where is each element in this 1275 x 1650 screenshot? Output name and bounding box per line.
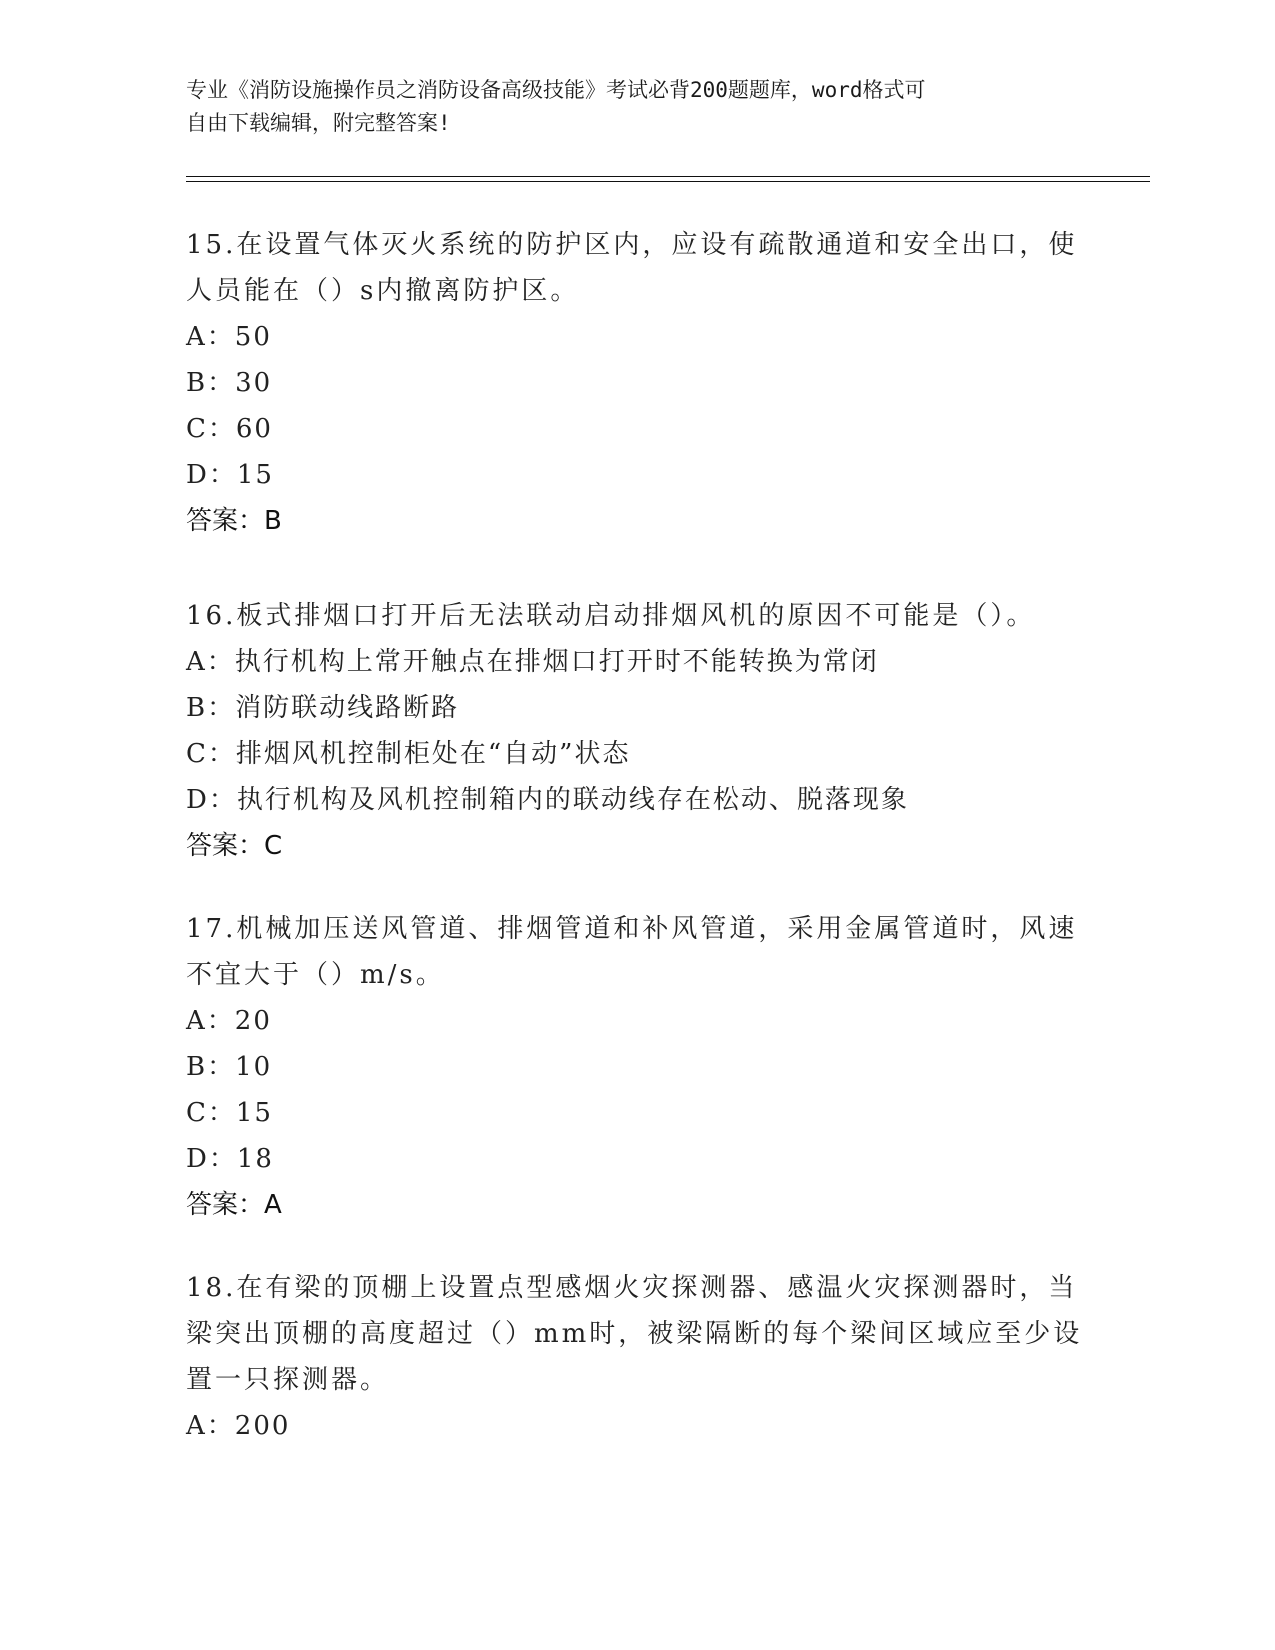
option-c: C：15 [186, 1098, 273, 1128]
answer: 答案：B [186, 506, 282, 536]
header-line-1: 专业《消防设施操作员之消防设备高级技能》考试必背200题题库，word格式可 [186, 78, 926, 102]
document-header [186, 74, 1066, 140]
answer: 答案：C [186, 831, 283, 861]
question-15 [186, 222, 1086, 544]
question-stem-line: 不宜大于（）m/s。 [186, 960, 445, 990]
header-rule-top [186, 176, 1150, 177]
header-line-2: 自由下载编辑，附完整答案! [186, 111, 451, 135]
option-c: C：60 [186, 414, 273, 444]
question-stem-line: 15.在设置气体灭火系统的防护区内，应设有疏散通道和安全出口，使 [186, 230, 1078, 260]
question-stem-line: 人员能在（）s内撤离防护区。 [186, 276, 580, 306]
option-b: B：消防联动线路断路 [186, 693, 460, 723]
option-a: A：200 [186, 1411, 291, 1441]
question-stem-line: 置一只探测器。 [186, 1365, 390, 1395]
answer: 答案：A [186, 1190, 282, 1220]
option-b: B：30 [186, 368, 273, 398]
option-d: D：15 [186, 460, 274, 490]
option-c: C：排烟风机控制柜处在“自动”状态 [186, 739, 631, 769]
option-d: D：18 [186, 1144, 274, 1174]
header-rule-bottom [186, 181, 1150, 182]
option-a: A：50 [186, 322, 272, 352]
question-16 [186, 593, 1086, 869]
question-17 [186, 906, 1086, 1228]
option-a: A：20 [186, 1006, 272, 1036]
option-a: A：执行机构上常开触点在排烟口打开时不能转换为常闭 [186, 647, 879, 677]
question-stem-line: 18.在有梁的顶棚上设置点型感烟火灾探测器、感温火灾探测器时，当 [186, 1273, 1078, 1303]
question-stem-line: 16.板式排烟口打开后无法联动启动排烟风机的原因不可能是（）。 [186, 601, 1036, 631]
question-18 [186, 1265, 1086, 1449]
option-d: D：执行机构及风机控制箱内的联动线存在松动、脱落现象 [186, 785, 909, 815]
question-stem-line: 梁突出顶棚的高度超过（）mm时，被梁隔断的每个梁间区域应至少设 [186, 1319, 1083, 1349]
option-b: B：10 [186, 1052, 273, 1082]
question-stem-line: 17.机械加压送风管道、排烟管道和补风管道，采用金属管道时，风速 [186, 914, 1078, 944]
